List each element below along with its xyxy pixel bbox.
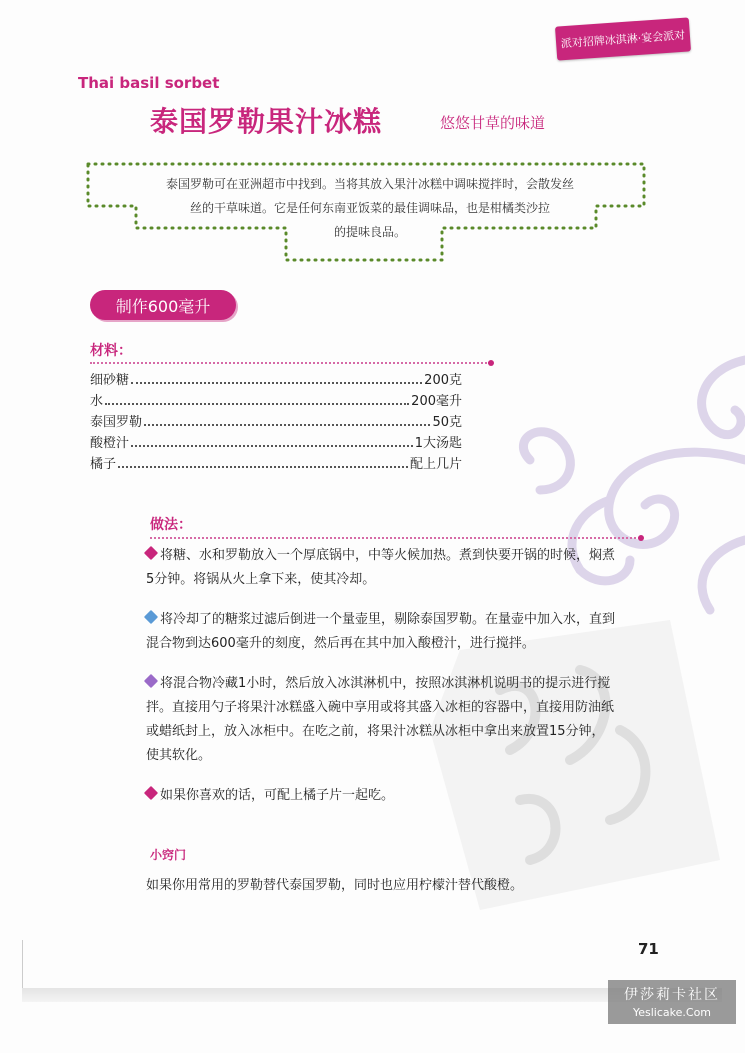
- ingredients-divider: [90, 362, 490, 364]
- intro-line: 丝的干草味道。它是任何东南亚饭菜的最佳调味品，也是柑橘类沙拉: [189, 201, 550, 215]
- ingredient-amount: 1大汤匙: [414, 436, 462, 451]
- step-item: [146, 608, 616, 656]
- leader-dots: [105, 403, 409, 405]
- step-text: 将混合物冷藏1小时，然后放入冰淇淋机中，按照冰淇淋机说明书的提示进行搅拌。直接用勺子将果汁冰糕盛入碗中享用或将其盛入冰柜的容器中，直接用防油纸或蜡纸封上，放入冰柜中。在吃之前，将果汁冰糕从冰柜中拿出来放置15分钟，使其软化。: [146, 676, 615, 763]
- ingredient-row: [90, 432, 462, 453]
- methods-divider: [150, 537, 640, 539]
- leader-dots: [118, 466, 408, 468]
- step-text: 将冷却了的糖浆过滤后倒进一个量壶里，剔除泰国罗勒。在量壶中加入水，直到混合物到达600毫升的刻度，然后再在其中加入酸橙汁，进行搅拌。: [146, 612, 616, 651]
- intro-text: [110, 172, 630, 244]
- ingredient-name: 橘子: [90, 457, 117, 472]
- diamond-bullet-icon: [144, 674, 158, 688]
- watermark: [608, 980, 736, 1024]
- ingredient-name: 泰国罗勒: [90, 415, 143, 430]
- tip-heading: 小窍门: [150, 848, 187, 862]
- ingredient-name: 酸橙汁: [90, 436, 130, 451]
- ingredient-name: 水: [90, 394, 104, 409]
- yield-badge: 制作600毫升: [90, 290, 236, 320]
- diamond-bullet-icon: [144, 610, 158, 624]
- ingredient-row: [90, 390, 462, 411]
- methods-heading: 做法：: [150, 517, 192, 533]
- diamond-bullet-icon: [144, 786, 158, 800]
- ingredients-list: [90, 369, 462, 474]
- step-item: [146, 784, 616, 808]
- watermark-cn: 伊莎莉卡社区: [624, 987, 720, 1003]
- leader-dots: [131, 382, 422, 384]
- step-item: [146, 544, 616, 592]
- header-tag: 派对招牌冰淇淋·宴会派对: [555, 17, 691, 60]
- watermark-en: Yeslicake.Com: [632, 1006, 712, 1019]
- subtitle: 悠悠甘草的味道: [440, 114, 546, 132]
- ingredient-amount: 200毫升: [411, 394, 462, 409]
- ingredient-name: 细砂糖: [90, 373, 130, 388]
- step-item: [146, 672, 616, 768]
- page-title: 泰国罗勒果汁冰糕: [150, 105, 383, 138]
- ingredient-amount: 50克: [432, 415, 462, 430]
- step-text: 将糖、水和罗勒放入一个厚底锅中，中等火候加热。煮到快要开锅的时候，焖煮5分钟。将锅从火上拿下来，使其冷却。: [146, 548, 616, 587]
- ingredient-row: [90, 411, 462, 432]
- ingredients-heading: 材料：: [90, 343, 132, 359]
- ingredient-row: [90, 453, 462, 474]
- ingredient-row: [90, 369, 462, 390]
- step-text: 如果你喜欢的话，可配上橘子片一起吃。: [160, 788, 395, 803]
- page-number: 71: [638, 940, 659, 958]
- title-english: Thai basil sorbet: [78, 74, 220, 92]
- leader-dots: [131, 445, 413, 447]
- ingredient-amount: 配上几片: [409, 457, 462, 472]
- ingredient-amount: 200克: [424, 373, 462, 388]
- diamond-bullet-icon: [144, 546, 158, 560]
- intro-line: 的提味良品。: [333, 225, 406, 239]
- leader-dots: [144, 424, 430, 426]
- steps-list: [146, 544, 616, 824]
- tip-text: 如果你用常用的罗勒替代泰国罗勒，同时也应用柠檬汁替代酸橙。: [146, 878, 524, 893]
- intro-line: 泰国罗勒可在亚洲超市中找到。当将其放入果汁冰糕中调味搅拌时，会散发丝: [165, 177, 574, 191]
